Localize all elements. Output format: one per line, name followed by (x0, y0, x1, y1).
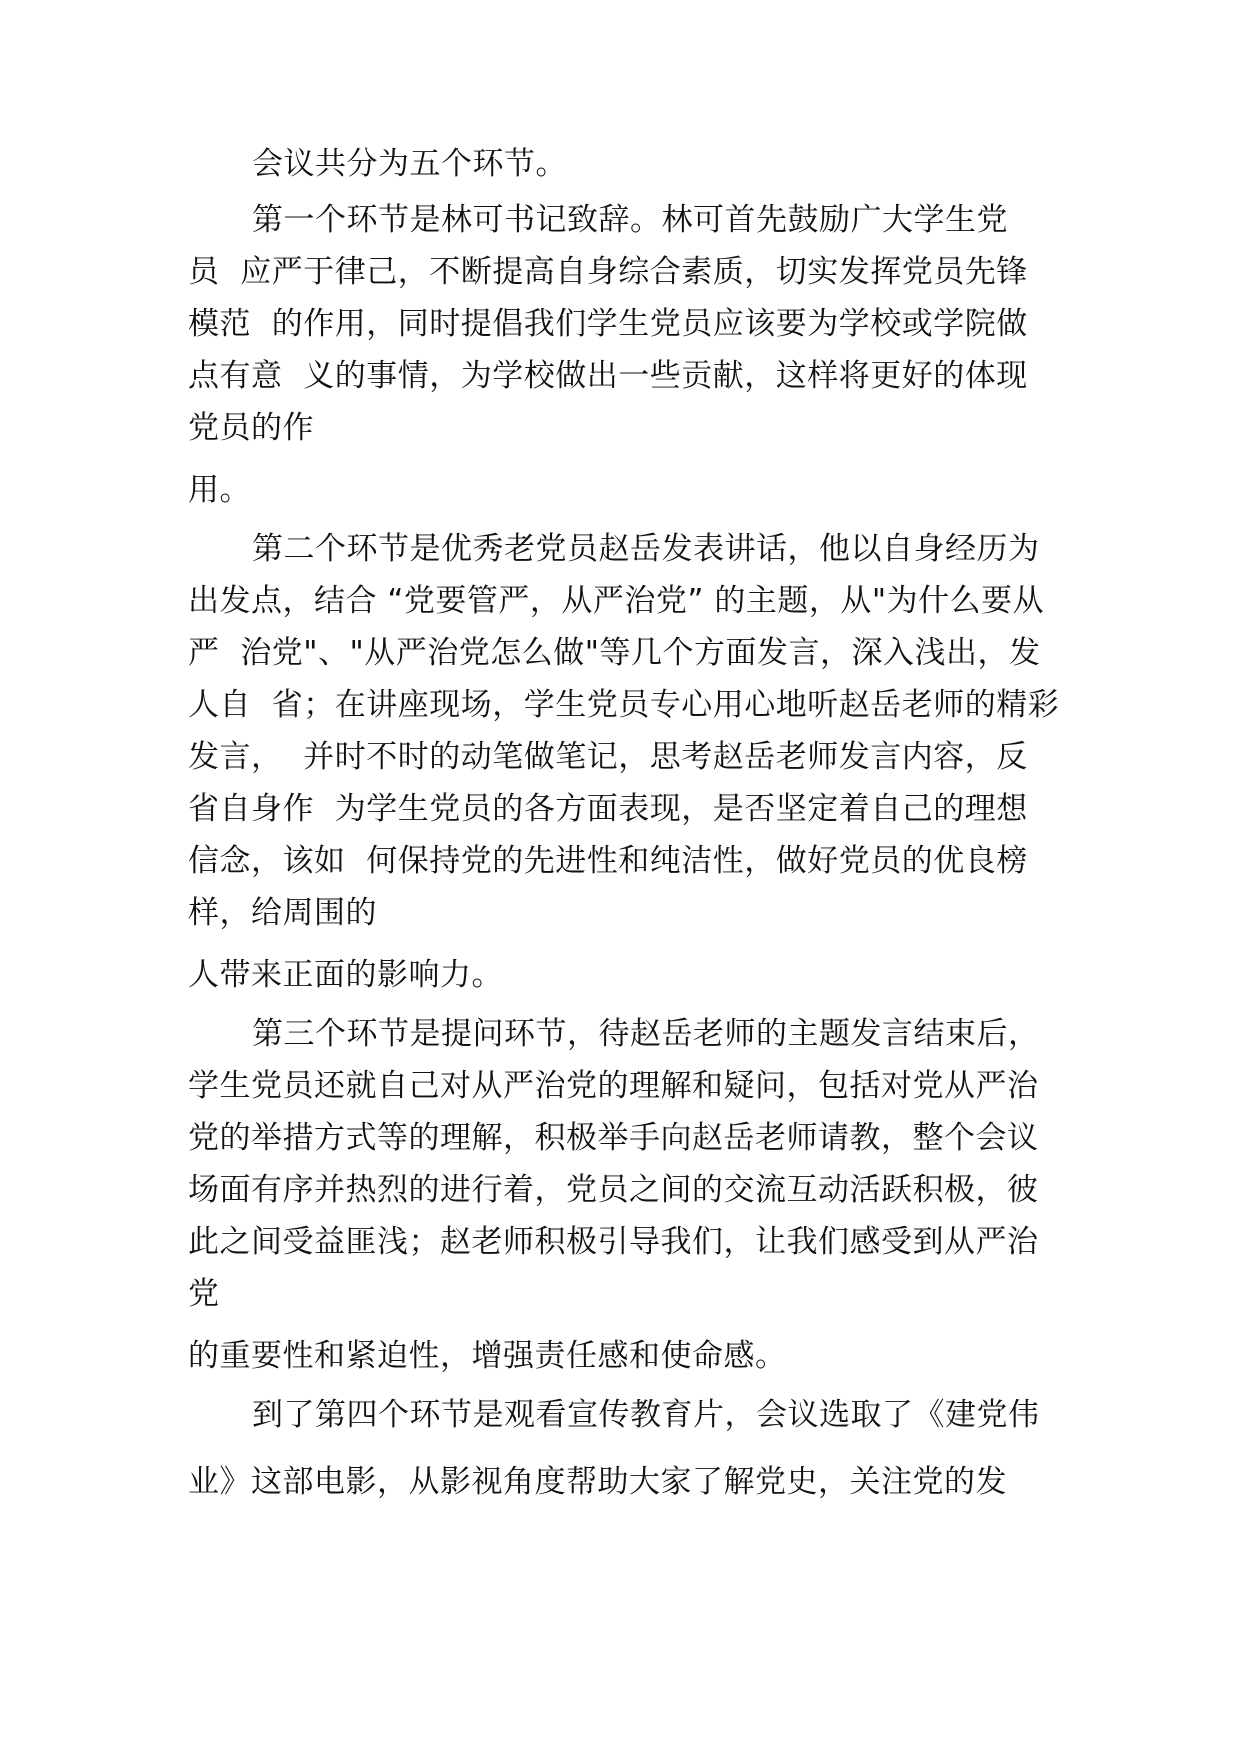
paragraph-4-line-5: 此之间受益匪浅；赵老师积极引导我们，让我们感受到从严治 (188, 1224, 1039, 1260)
paragraph-5-line-2: 业》这部电影，从影视角度帮助大家了解党史，关注党的发 (188, 1464, 1007, 1500)
paragraph-4-line-6: 党 (188, 1276, 220, 1312)
paragraph-3-line-7: 信念，该如 何保持党的先进性和纯洁性，做好党员的优良榜 (188, 843, 1028, 879)
paragraph-4-line-7: 的重要性和紧迫性，增强责任感和使命感。 (188, 1338, 787, 1374)
paragraph-2-line-3: 模范 的作用，同时提倡我们学生党员应该要为学校或学院做 (188, 306, 1028, 342)
paragraph-2-line-6: 用。 (188, 472, 251, 508)
paragraph-4-line-3: 党的举措方式等的理解，积极举手向赵岳老师请教，整个会议 (188, 1120, 1039, 1156)
paragraph-2-line-5: 党员的作 (188, 410, 314, 446)
paragraph-4-line-2: 学生党员还就自己对从严治党的理解和疑问，包括对党从严治 (188, 1068, 1039, 1104)
paragraph-2-line-1: 第一个环节是林可书记致辞。林可首先鼓励广大学生党 (252, 202, 1008, 238)
paragraph-3-line-9: 人带来正面的影响力。 (188, 957, 503, 993)
paragraph-5-line-1: 到了第四个环节是观看宣传教育片，会议选取了《建党伟 (252, 1397, 1040, 1433)
paragraph-3-line-2: 出发点，结合 “党要管严，从严治党” 的主题，从"为什么要从 (188, 583, 1045, 619)
paragraph-3-line-4: 人自 省；在讲座现场，学生党员专心用心地听赵岳老师的精彩 (188, 687, 1060, 723)
paragraph-4-line-1: 第三个环节是提问环节，待赵岳老师的主题发言结束后， (252, 1016, 1040, 1052)
paragraph-3-line-8: 样，给周围的 (188, 895, 377, 931)
paragraph-3-line-3: 严 治党"、"从严治党怎么做"等几个方面发言，深入浅出，发 (188, 635, 1041, 671)
paragraph-4-line-4: 场面有序并热烈的进行着，党员之间的交流互动活跃积极，彼 (188, 1172, 1039, 1208)
paragraph-3-line-6: 省自身作 为学生党员的各方面表现，是否坚定着自己的理想 (188, 791, 1028, 827)
paragraph-1-line-1: 会议共分为五个环节。 (252, 146, 567, 182)
paragraph-2-line-2: 员 应严于律己，不断提高自身综合素质，切实发挥党员先锋 (188, 254, 1028, 290)
paragraph-2-line-4: 点有意 义的事情，为学校做出一些贡献，这样将更好的体现 (188, 358, 1028, 394)
paragraph-3-line-5: 发言， 并时不时的动笔做笔记，思考赵岳老师发言内容，反 (188, 739, 1028, 775)
paragraph-3-line-1: 第二个环节是优秀老党员赵岳发表讲话，他以自身经历为 (252, 531, 1040, 567)
